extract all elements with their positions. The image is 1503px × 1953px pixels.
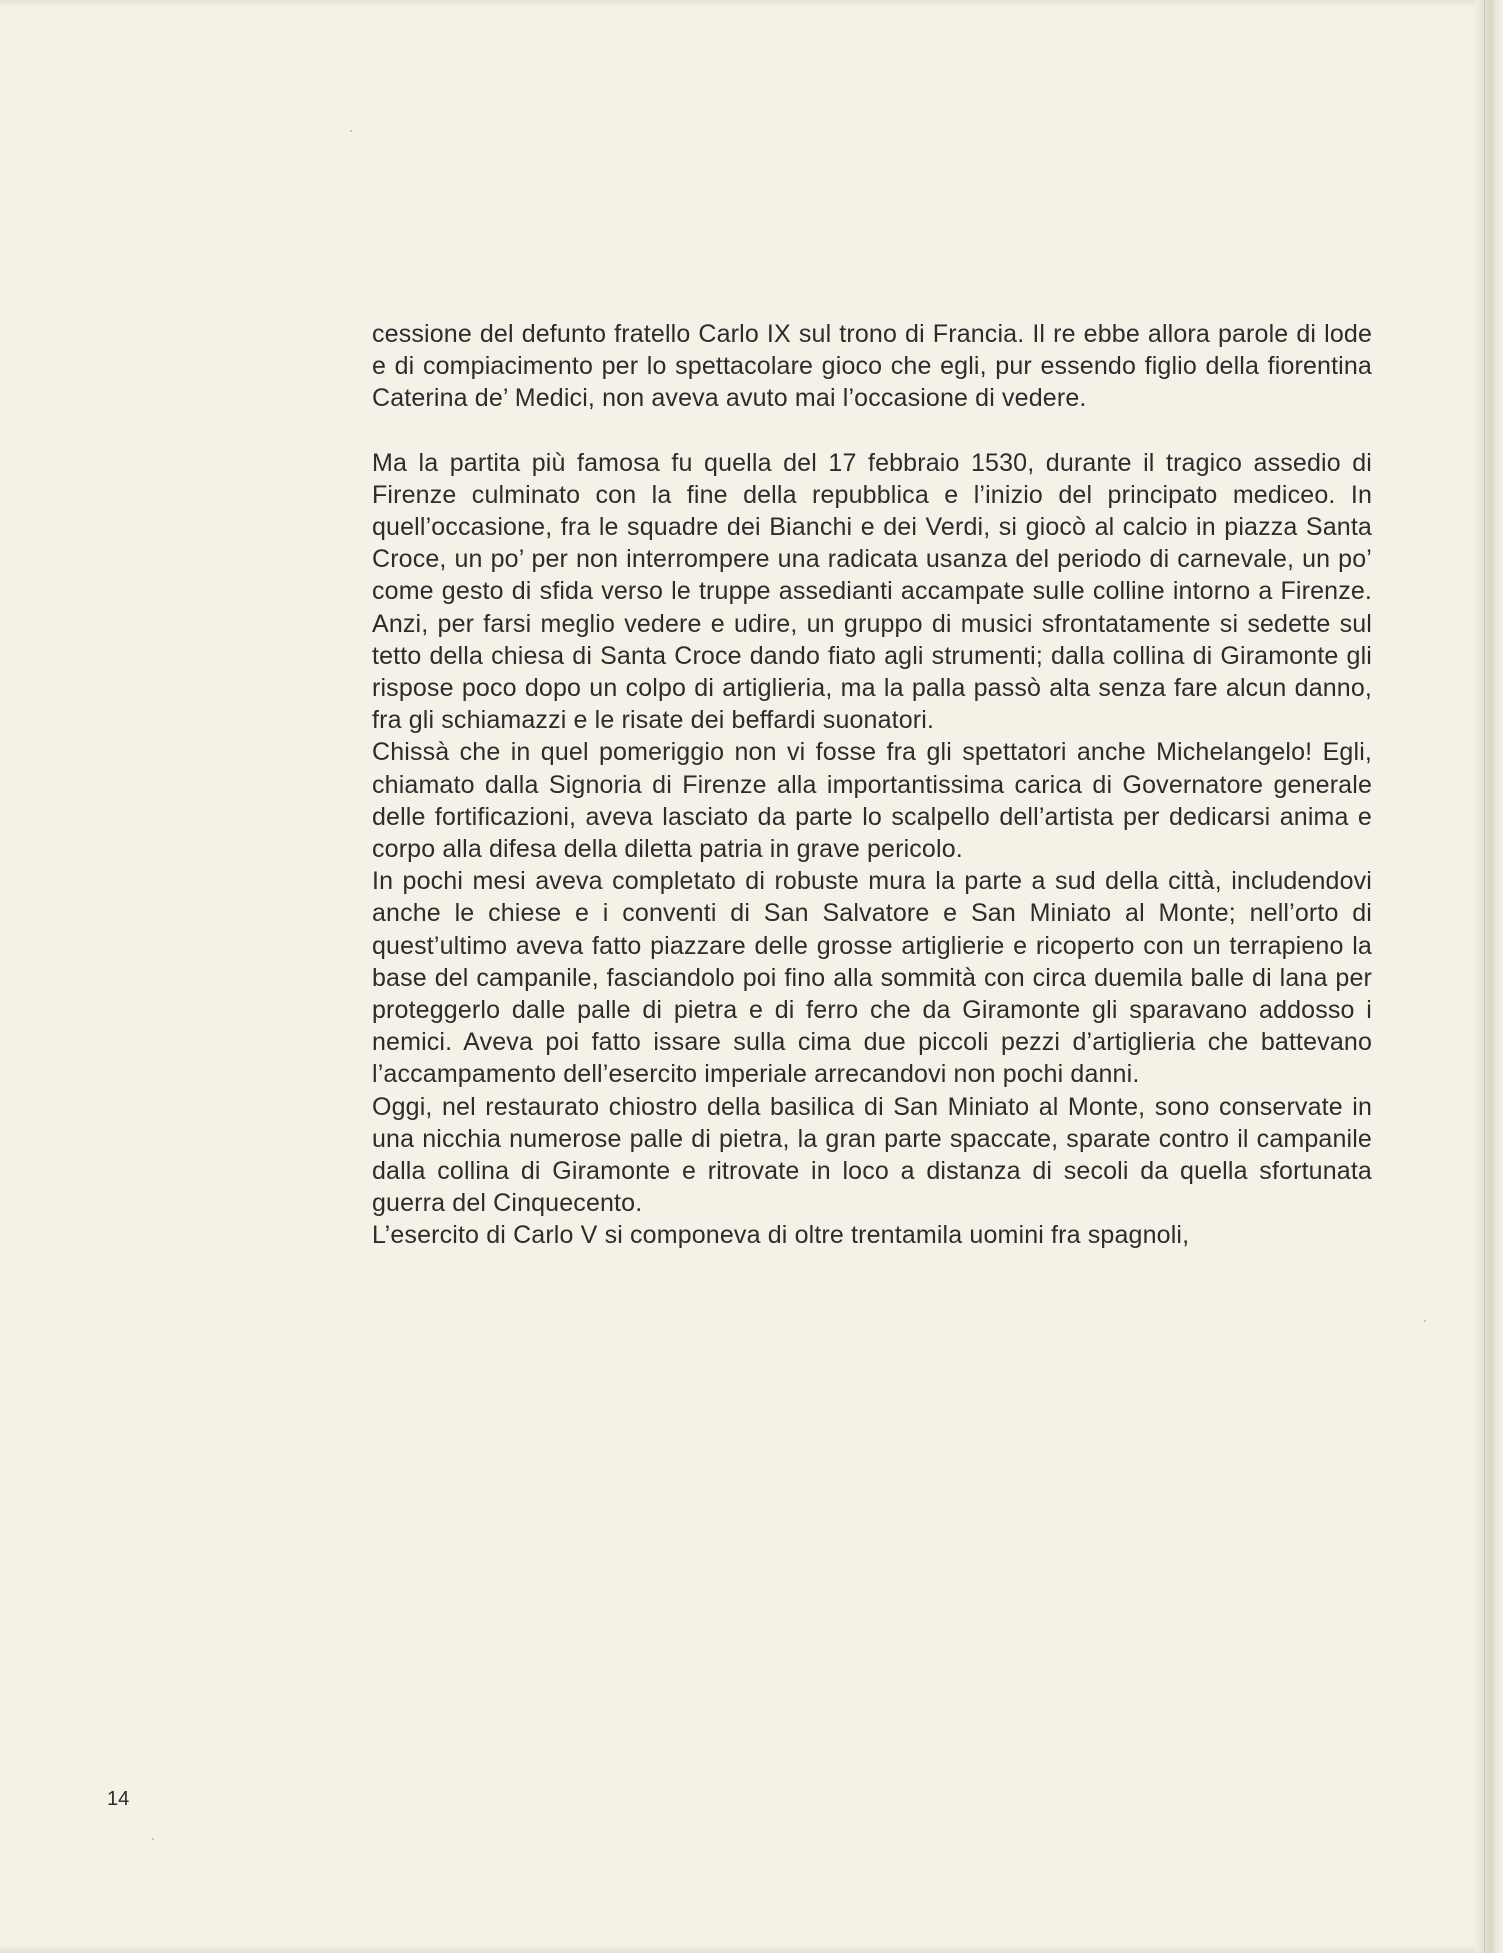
paragraph-continuation: cessione del defunto fratello Carlo IX sul trono di Francia. Il re ebbe allora parole di lode e di compiacimento per lo spettacolare gioco che egli, pur essendo figlio della fiorentina Caterina de’ Medici, non aveva avuto mai l’occasione di vedere.	[372, 320, 1372, 413]
page-top-edge	[0, 0, 1503, 6]
paper-speck	[1424, 1320, 1426, 1322]
paragraph-fortifications: In pochi mesi aveva completato di robuste mura la parte a sud della città, includendovi anche le chiese e i conventi di San Salvatore e San Miniato al Monte; nell’orto di quest’ultimo aveva fatto piazzare delle grosse artiglierie e ricoperto con un terrapieno la base del campanile, fasciandolo poi fino alla sommità con circa duemila balle di lana per proteggerlo dalle palle di pietra e di ferro che da Giramonte gli sparavano addosso i nemici. Aveva poi fatto issare sulla cima due piccoli pezzi d’artiglieria che battevano l’accampamento dell’esercito imperiale arrecandovi non pochi danni.	[372, 867, 1372, 1089]
page-bottom-edge	[0, 1945, 1503, 1953]
paper-speck	[350, 130, 352, 132]
paragraph-san-miniato: Oggi, nel restaurato chiostro della basilica di San Miniato al Monte, sono conservate in una nicchia numerose palle di pietra, la gran parte spaccate, sparate contro il campanile dalla collina di Giramonte e ritrovate in loco a distanza di secoli da quella sfortunata guerra del Cinquecento.	[372, 1092, 1372, 1218]
paragraph-army: L’esercito di Carlo V si componeva di oltre trentamila uomini fra spagnoli,	[372, 1221, 1190, 1250]
page-number: 14	[107, 1788, 130, 1810]
page-binding-line	[1484, 0, 1485, 1953]
page-binding-shadow	[1475, 0, 1503, 1953]
paragraph-famous-match: Ma la partita più famosa fu quella del 17 febbraio 1530, durante il tragico assedio di Firenze culminato con la fine della repubblica e l’inizio del principato mediceo. In quell’occasione, fra le squadre dei Bianchi e dei Verdi, si giocò al calcio in piazza Santa Croce, un po’ per non interrompere una radicata usanza del periodo di carnevale, un po’ come gesto di sfida verso le truppe assedianti accampate sulle colline intorno a Firenze. Anzi, per farsi meglio vedere e udire, un gruppo di musici sfrontatamente si sedette sul tetto della chiesa di Santa Croce dando fiato agli strumenti; dalla collina di Giramonte gli rispose poco dopo un colpo di artiglieria, ma la palla passò alta senza fare alcun danno, fra gli schiamazzi e le risate dei beffardi suonatori.	[372, 448, 1372, 735]
paragraph-michelangelo: Chissà che in quel pomeriggio non vi fosse fra gli spettatori anche Michelangelo! Egli, chiamato dalla Signoria di Firenze alla importantissima carica di Governatore generale delle fortificazioni, aveva lasciato da parte lo scalpello dell’artista per dedicarsi anima e corpo alla difesa della diletta patria in grave pericolo.	[372, 738, 1372, 864]
paper-speck	[152, 1838, 154, 1840]
body-text	[372, 318, 1372, 1252]
